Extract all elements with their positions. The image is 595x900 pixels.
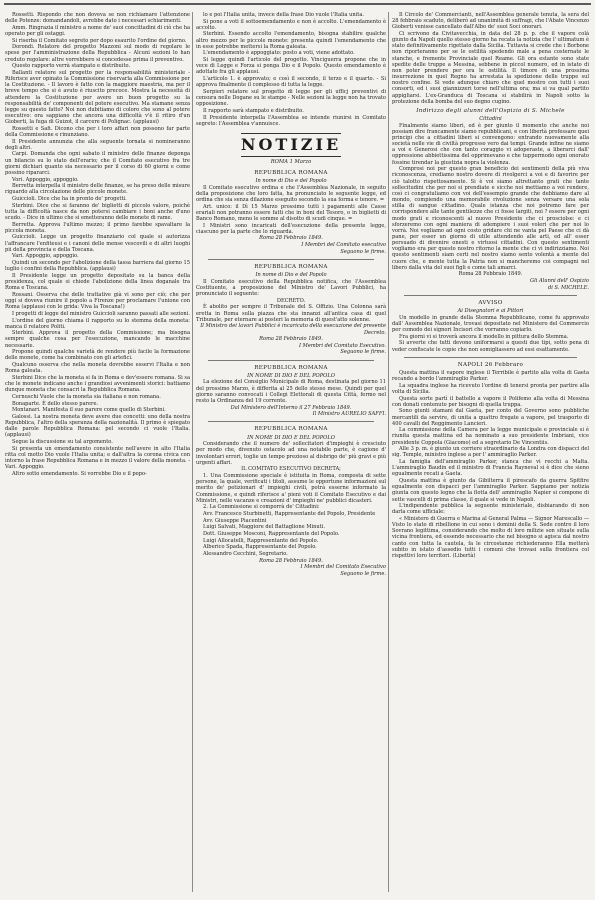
paragraph: Fra giorni vi si troverà ancora il modello in pittura dello Stemma. [399,333,569,340]
paragraph: Si legge quindi l'articolo del progetto. Vinciguerra propone che in vece di Legge e Forza si ponga Dio e il Popolo. Questo emendamento è adottato fra gli applausi. [196,57,386,76]
paragraph: I progetti di legge del ministro Guiccioli saranno passati alle sezioni. [12,310,190,317]
paragraph: Seguono le firme. [340,248,386,255]
paragraph: Berretta. Approva l'ultimo mezzo; il primo farebbe spavaltare la piccola moneta. [5,221,190,234]
paragraph: Comprosi noi per questo gran beneficio dei sentimenti della più viva riconoscenza, crediamo nostro dovere di rivolgerci a voi e di favorire per ciò talotto rispettosamente. Si è voi siamo altrettanto grati che tante sollecitudini che per noi si prendiate e sicche noi mettiamo a voi rendere, così ci congratuliamo con voi dell'essempio grande che debbiamo dare al mondo, compiendo una memorabile rivoluzione senza versare una sola stilla di sangue cittadino. Quale istanza che noi potremo fare per corrispondere alle tante gentilezze che ci fosse largiti, noi ? essere per ogni modo grati e riconoscenti al nuovo Presidente che ci prosciolse: e ci sforzeremo con ogni maniera di adempiere i suoi voleri che per noi lo vorrà. Noi vogliamo ad ogni costo gridare chi ne vanta pel Paese che ci dà pane, per esser un giorno di utile attendendo alle arti, ed all' esser persuado di divenire onesti e virtuosi cittadini. Con questo sentimenti vogliamo era per questo nostro ritorno la mente che ci vi indirizziamo. Noi questo sentimenti siam certi nel nostro siamo sento volentà a mente del cuore che, e mente tutta la Patria non si mancheremo coi compagni nel libero dalla vita del suoi figli e come tali amarci. [392,166,589,271]
decree-notice [196,264,386,356]
paragraph: Dott. Giuseppe Mosconi, Rappresentante del Popolo. [203,530,340,537]
paragraph: Amm. Ringrazia il ministro a nome de' suoi concittadini di ciò che ha operato per gli ostaggi. [5,24,190,37]
paragraph: Sterbini Dice che la moneta si fa in Roma e dev'essere romana. Si sa che le monete indicano anche i grandiosi avvenimenti storici: battiamo dunque moneta che consacri la Repubblica Romana. [5,374,190,394]
decree-notice [196,365,386,418]
column-divider [192,12,193,892]
paragraph: La squadra inglese ha ricevuto l'ordine di tenersi pronta per partire alla volta di Sicilia. [392,382,589,395]
paragraph: Il Comitato esecutivo della Repubblica notifica, che l'Assemblea Costituente, a proposizione del Ministro de' Lavori Pubblici, ha pronunciato il seguente: [196,278,386,298]
news-items [392,12,589,105]
paragraph: La elezione del Consiglio Municipale di Roma, destinata pel giorno 11 del prossimo Marzo, è differita al 25 dello stesso mese. Quindi per quel giorno saranno convocati i Collegi Elettorali di questa Città, fermo nel resto la Ordinanza del 19 corrente. [196,379,386,404]
decree-subheading: In nome di Dio e del Popolo [255,178,327,185]
napoli-section [392,362,589,559]
paragraph: Questa sorte partì il battello a vapore il Polifemo alla volta di Messina con donati contenuto per bisogni di quella truppa. [392,395,589,408]
paragraph: Il rapporto sarà stampato e distribuito. [203,107,304,114]
paragraph: Il Ministro AURELIO SAFFI. [312,411,386,418]
paragraph: Roma 28 Febbraio 1849. [259,235,323,242]
paragraph: I Ministri sono incaricati dell'esecuzione della presente legge, ciascuno per la parte che lo riguarda. [196,222,386,235]
column-divider [388,12,389,892]
column-1 [5,12,190,892]
paragraph: Si pone a voti il sottoemendamento e non è accolto. L'emendamento è accolto. [196,18,386,31]
paragraph: Guiccioli. Legge un progetto finanziario col quale si autorizza l'affrancare l'enfiteusi e i canoni delle mense vescovili e di altri luoghi pii della provincia e della Toscana. [5,234,190,253]
paragraph: Il Presidente interpella l'Assemblea se intende riunirsi in Comitato segreto: l'Assemblea v'annuisce. [196,114,386,127]
paragraph: Montanari. Manifesta il suo parere come quello di Sterbini. [12,407,166,414]
paragraph: Bonaparte. È dello stesso parere. [12,400,99,407]
paragraph: Segue la discussione su tal argomento. [12,438,113,445]
paragraph: lo e poi l'Italia unita, invece della frase Dio vuole l'Italia unita. [203,12,364,18]
avviso-section [392,300,589,353]
paragraph: Art. unico: il Dì 15 Marzo prossimo tutti i pagamenti alle Casse erariali non potranno essere fatti che in boni del Tesoro, o in biglietti di Banco Romano, meno le somme al disotto di scudi cinque. = [196,203,386,222]
section-divider [404,295,577,296]
section-divider [208,421,374,422]
paragraph: « Ministero di Guerra e Marina al General Palma — Signor Marescallo — Visto lo stato di ribellione in cui sono i dominii della S. Sede contro il loro Sovrano legittima, considerando che molto di loro milizie son situate sulla vicina frontiera, ed essendo necessario che nel bisogno si agisca dal nostro canto con tutta la cautela, fa le circostanze richiederanno Ella metterà subito in istato d'assedio tutti i comuni che trovasi sulla frontiera col rispettivi loro territori. (Libertà) [392,516,589,559]
paragraph: I Membri del Comitato Esecutivo [300,564,386,571]
paragraph: Quindi un secondo per l'abolizione della tassa barriera dal giorno 15 luglio i confini della Repubblica. (applausi) [5,260,190,273]
masthead-dateline: ROMA 1 Marzo [270,158,312,165]
paragraph: di S. MICHELE. [547,284,589,291]
paragraph: Un modello in grande della Stemma Repubblicano, come fu approvato dall' Assemblea Nazionale, trovasi depositato nel Ministero del Commercio per comodo dei signori Incisori che vorranno copiarlo. [392,314,589,334]
paragraph: Dorondi. Relatore del progetto Mazzoni sul modo di regolare le spese per l'amministrazione della Repubblica - Alcuni sezioni lo han creduto regolare: altre vorrebbero si concedesse prima il preventivo. [5,44,190,63]
paragraph: Sterbini. Dice che si faranno de' biglietti di piccolo valore, poichè tutta la difficoltà nasce da non potersi cambiare i boni anche d'uno scudo. - Dice in ultimo che si emetteranno delle monete di rame. [5,202,190,221]
paragraph: Rossetti. Rispondo che non doveva se non richiamare l'attenzione delle Potenze: domandandoli, avrebbe dato i necessari schiarimenti. [5,12,190,25]
paragraph: Luigi Allocatelli, Rappresentante del Popolo. [203,537,319,544]
paragraph: Sterbini. Approva il progetto della Commissione; ma bisogna sempre qualche cosa per l'esecuzione, mancando le macchine necessarie. [5,330,190,349]
paragraph: È abolito per sempre il Tribunale del S. Offizio. Una Colonna sarà eretta in Roma sulla piazza che sta innanzi all'antica casa di quel Tribunale, per eternare ai posteri la memoria di quest'atto solenne. [196,304,386,323]
paragraph: Il Circolo de' Commercianti, nell'Assemblea generale tenuta, la sera del 28 febbraio scaduto, deliberò ad unanimità di suffragi, che l'Abate Vincenzo Gioberti venisse cancellato dall'Albo de' suoi Soci onorari. [392,12,589,31]
paragraph: L'indipendente pubblica la seguente ministeriale, disbiarando di non darla come ufficiale: [392,503,589,516]
decree-heading: REPUBBLICA ROMANA [254,169,328,176]
paragraph: Si avverte che tutti devono uniformarsi a questi due tipi, sotto pena di veder confiscate le copie che non somigliassero ad essi esattamente. [392,340,589,353]
paragraph: Considerando che il numero de' sollecitatori d'impieghi è cresciuto per modo che, divenuto ostacolo ad una notabile parte, è cagione d' involontari errori, toglie un tempo prezioso al disbrigo de' più gravi e più urgenti affari. [196,441,386,466]
decree-subheading: In nome di Dio e del Popolo [255,272,327,279]
section-divider [208,360,374,361]
paragraph: Il Comitato esecutivo ordina e che l'Assemblea Nazionale, in seguito della proposizione che loro fatta, ha pronunciato le seguente legge, ed ordina che sia senza dilazione eseguito secondo la sua forma e tenore. = [196,184,386,203]
official-notices [196,170,386,577]
paragraph: L'ordine del giorno chiama il rapporto su lo stemma della moneta: manca il relatore Politi. [5,317,190,330]
paragraph: Serpieri relatore sul progetto di legge per gli ufficj preventivi di censura nelle Dogane su le stampe - Nelle sezioni la legge non ha trovato opposizione. [196,88,386,108]
paragraph: Alle 3 p. m. è giunto un corriere straordinario da Londra con dispacci del sig. Temple, ministro inglese a per l' ammiraglio Parker. [392,446,589,459]
paragraph: Rossani. Osserva che delle trattative già vi sono per ciò; che per oggi si doveva riunire il popolo a Firenze per proclamare l'unione con Roma (applausi con le grida: Viva la Toscana!) [5,291,190,311]
paragraph: Il Ministro dei lavori Pubblici è incaricato della esecuzione del presente Decreto. [200,323,386,336]
decree-notice [196,170,386,255]
paragraph: Luigi Salvati, Maggiore del Battaglione Minuti. [203,524,325,531]
paragraph: Questo rapporto verrà stampato e distribuito. [12,63,131,70]
avviso-heading: AVVISO [478,299,503,306]
paragraph: 2. La Commissione si comporrà de' Cittadini: [203,504,320,511]
paragraph: Il Presidente annunzia che alla seguente tornata si nomineranno degli altri. [5,138,190,151]
paragraph: I Membri del Comitato esecutivo [301,242,386,249]
column-3 [392,12,589,892]
paragraph: Carpi. Domanda che ogni sabato il ministro delle finanze deponga un bilancio su lo stato dell'erario; che il Comitato esecutivo fra tre giorni dichiari quanto sia necessario per il corso di 60 giorni e come possino ripararci. [5,151,190,176]
paragraph: Cernuschi Vuole che la moneta sia italiana e non romana. [12,393,161,400]
decree-heading: REPUBBLICA ROMANA [254,364,328,371]
paragraph: Dal Ministero dell'Interno il 27 Febbraio 1849. [230,404,352,411]
masthead-title: NOTIZIE [241,133,341,157]
paragraph: Vari. Appoggio, appoggio. [12,253,79,260]
paragraph: Avv. Giuseppe Piacentini [203,517,267,524]
paragraph: Il Presidente legge un progetto depositato su la banca della presidenza, col quale si chiede l'abolizione della linea doganale tra Roma e Toscana. [5,272,190,292]
paragraph: I Membri del Comitato Esecutivo. [298,342,386,349]
paragraph: Alessandro Cecchini, Segretario. [203,550,288,557]
paragraph: 1. Una Commissione speciale è istituita in Roma, composta di sette persone, la quale, verificati i titoli, assume le opportune informazioni sul merito de' petizionari d' impieghi civili, potrà esserne informato la Commissione, e quindi riferisce a' pieni voti il Comitato Esecutivo e dai Ministri, nelle vacanze e creazioni d' impieghi ne' pubblici dicasteri. [196,473,386,504]
paragraph: Gli Alunni dell' Ospizio [530,278,589,285]
column-2 [196,12,386,892]
paragraph: La famiglia dell'ammiraglio Parker, stanca che vi recchi a Malta. L'ammiraglio Baudin ed il ministro di Francia Rayneval si è dice che sieno egualmente recati a Gaeta. [392,459,589,478]
address-salutation: Cittadini [479,116,502,123]
paragraph: Roma 28 Febbraio 1849. [259,336,323,343]
decree-heading: REPUBBLICA ROMANA [254,263,328,270]
napoli-heading: NAPOLI 26 Febbraro [457,361,524,368]
paragraph: Sterbini. Essendo accolto l'emendamento, bisogna stabilire qualche altro mezzo per le piccole monete: presenta quindi l'emendamento che in esse potrebbe mettersi la Roma galeata. [196,31,386,50]
paragraph: Avv. Francesco Sturbinetti, Rappresentante del Popolo, Presidente [203,511,376,517]
decree-notice [196,426,386,577]
paragraph: L'articolo 1. è approvato; e così il secondo, il terzo e il quarto. - Si approva finalmente il complesso di tutta la legge. [196,76,386,89]
avviso-subheading: Ai Disegnatori e ai Pittori [457,308,524,315]
address-heading: Indirizzo degli alunni dell'Ospizio di S. Michele [416,107,565,114]
address-section [392,108,589,291]
paragraph: Roma 28 Febbraio 1849. [259,557,323,564]
paragraph: Sono giunti stamani dal Gaeta, per conto del Governo sono pubbliche mercantili da servire, di unita a quattro fregate a vapore, pel trasporto di 400 cavalli del Reggimento Lancieri. [392,408,589,427]
paragraph: La commissione della Camera per la legge municipale e provinciale si è riunita questa mattina ed ha nominato a suo presidente Imbriani, vice presidente Coppola (Giacomo) ed a segretario De Vincentiis. [392,427,589,446]
paragraph: Altro sotto emendamento. Si vorrebbe Dio e il popo- [12,470,147,477]
section-divider [208,259,374,260]
decree-subheading: IN NOME DI DIO E DEL POPOLO [247,372,335,379]
assembly-report-continued [196,12,386,127]
paragraph: Si riserba il Comitato segreto per dopo esaurito l'ordine del giorno. [12,37,187,44]
masthead [196,133,386,166]
paragraph: L'emendamento è appoggiato: posto a voti, viene adottato. [203,50,355,57]
paragraph: Ballanti relatore sul progetto per la responsabilità ministeriale - Riferisce aver opinato la Commissione riservarla alla Commissione per la Costituzione. - Il lavoro è fatto con la maggiore maestria, ma per il breve tempo che si è avuto è riuscito precoce. Mostra la necessità di attendere la Costituzione per avere un buon progetto su la responsabilità de' componenti del potere esecutivo. Ma stamane senza legge su questo fatto? Noi non dubitiamo di coloro che sono al potere esecutivo: ora sappiano che ancora una difficoltà v'è il ritiro d'un Gioberti, la fuga di Guizot, il carcere di Polignac. (applausi) [5,69,190,126]
paragraph: Si presenta un emendamento consistente nell'avere in alto l'Italia ritta col motto Dio vuole l'Italia unita; e dall'altra la corona civica con intorno la frase Repubblica Romana e in mezzo il valore della moneta. - Vari. Appoggio. [5,445,190,471]
paragraph: Berretta interpella il ministro delle finanze, se ha preso delle misure riguardo alla circolazione delle piccole monete. [5,183,190,196]
paragraph: Galossi. La nostra moneta deve avere due concetti: uno della nostra Repubblica, l'altro della speranza della nazionalità. Il primo è spiegato dalle parole Repubblica Romana: pel secondo ci vuole l'Italia. (applausi) [5,413,190,439]
paragraph: IL COMITATO ESECUTIVO DECRETA; [241,466,341,473]
paragraph: Finalmente siamo liberi, ed è per giunto il momento che anche noi possiam dire francamente siamo repubblicani, e con libertà professare quei principi che a cittadini liberi si convengono: entrando nuovamente alla società nelle vie di civiltà progresso vero dai tempi. Grande infine ne siamo a voi e Generosi che con tanto coraggio vi adoperaste, a liberarci dall' oppressione abbiettissima del opprimevano e che tuppermodo ogni onorato fossine tirendar la giustizia nopra la violenza. [392,122,589,166]
paragraph: Roma 28 Febbraio 1849. [458,271,523,278]
top-rule [4,3,591,5]
paragraph: Questa mattina il vapore inglese il Terribile è partito alla volta di Gaeta recando a bordo l'ammiraglio Parker. [392,369,589,383]
paragraph: Questa mattina è giunto da Gibilterra il pirescafo da guerra Spitfire egualmente con dispacci per l'ammiraglio Parker. Sappiamo per notizia giunta con questo legno che la flotta dell' ammiraglio Napier si compone di sette vascelli di prima classe, il quale si vede in Napoli. [392,478,589,503]
paragraph: DECRETO. [276,297,306,304]
paragraph: Rossetti e Safi. Dicono che per i loro affari non possono far parte della Commissione e rinunziano. [5,125,190,138]
decree-heading: REPUBBLICA ROMANA [254,426,328,433]
paragraph: Seguono le firme. [340,349,386,356]
paragraph: Vori. Appoggio, appoggio. [12,176,79,183]
paragraph: Ci scrivono da Civitavecchia, in data del 28 p. p. che il vapore colà giunto da Napoli quello stesso giorno ha recata la notizia che l' ultimatum è stato definitivamente rigettato dalla Sicilia. Tuttavia si crede che i Borbone non riporteranno per se le ostilità spedendo male a pena costernate le stanche, e fremente Provinciale quel Reame. Gli ora estante sono state spedite delle truppe a Messina, sebbene in piccol numero, ed in istato di non poter prendere per ora le ostilità. Il timore di una prossima insurrezione in quel Regno ha arrestata la spedizione delle truppe sul nostro confine. Si vede adunque chiaro che quel mostro con tutti i suoi consorti, ed i suoi giannizzeri torse nell'ultima ora; ma si va qual partito appigliarsi. L'ex-Granduca di Toscana si stabilirà in Napoli sotto la protezione della bomba del suo degno cugino. [392,30,589,105]
section-divider [404,357,577,358]
paragraph: Seguono le firme. [340,570,386,577]
paragraph: Propone quindi qualche varietà de rendere più facile la formazione delle monete, come ha combinato con gli artefici. [5,349,190,362]
paragraph: Qualcuno osserva che nella moneta dovrebbe esservi l'Italia e non Roma galeata. [5,362,190,375]
paragraph: Guiccioli. Dice che ha in pronto de' progetti. [12,196,127,203]
decree-subheading: IN NOME DI DIO E DEL POPOLO [247,434,335,441]
paragraph: Alberico Spada, Rappresentante del Popolo. [203,544,317,551]
